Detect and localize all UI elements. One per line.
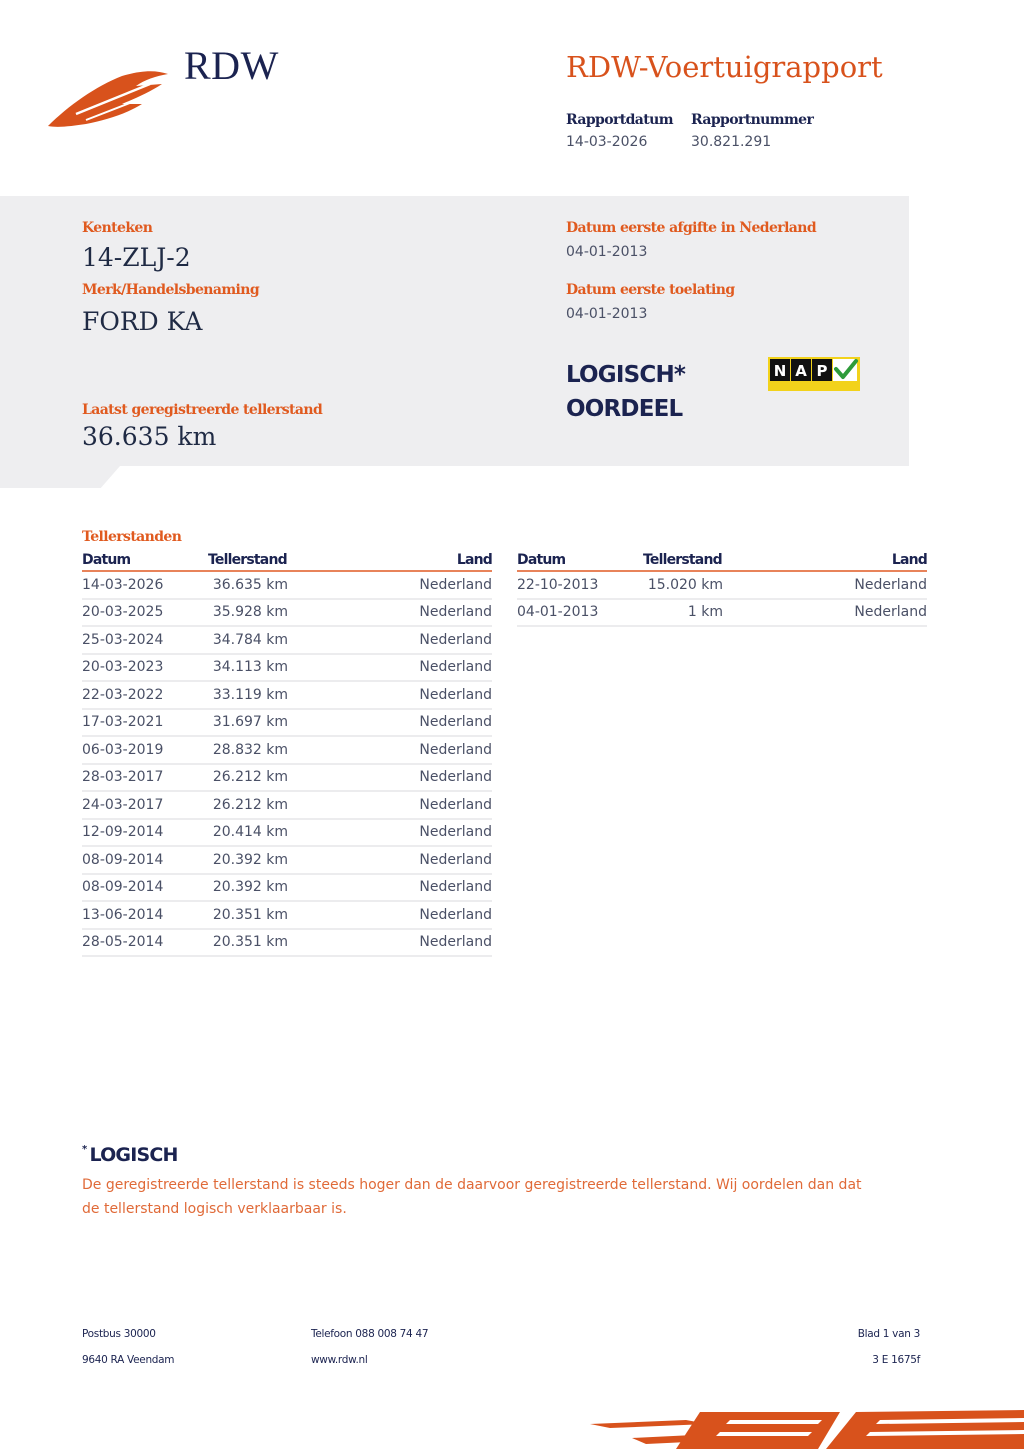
- reading-date: 28-05-2014: [82, 929, 208, 957]
- reading-km: 28.832 km: [208, 736, 288, 764]
- nap-letter-n: N: [773, 362, 787, 380]
- readings-table-left: [82, 552, 492, 957]
- reading-country: Nederland: [288, 819, 492, 847]
- reading-date: 06-03-2019: [82, 736, 208, 764]
- nap-letter-a: A: [795, 362, 807, 380]
- reading-date: 24-03-2017: [82, 791, 208, 819]
- reading-date: 22-03-2022: [82, 681, 208, 709]
- reading-country: Nederland: [288, 736, 492, 764]
- report-number-label: Rapportnummer: [691, 112, 814, 128]
- reading-country: Nederland: [723, 599, 927, 627]
- reading-country: Nederland: [288, 626, 492, 654]
- reading-date: 20-03-2025: [82, 599, 208, 627]
- reading-date: 20-03-2023: [82, 654, 208, 682]
- reading-country: Nederland: [288, 681, 492, 709]
- column-header-km: Tellerstand: [208, 552, 288, 571]
- reading-country: Nederland: [288, 571, 492, 599]
- table-row: [82, 654, 492, 682]
- table-row: [82, 901, 492, 929]
- column-header-km: Tellerstand: [643, 552, 723, 571]
- reading-km: 26.212 km: [208, 764, 288, 792]
- plate-label: Kenteken: [82, 220, 153, 236]
- table-row: [82, 874, 492, 902]
- reading-km: 15.020 km: [643, 571, 723, 599]
- table-row: [82, 709, 492, 737]
- table-row: [82, 791, 492, 819]
- column-header-country: Land: [723, 552, 927, 571]
- readings-table-right: [517, 552, 927, 627]
- note-title: [82, 1144, 178, 1166]
- reading-country: Nederland: [288, 901, 492, 929]
- nap-letter-p: P: [816, 362, 828, 380]
- table-row: [82, 764, 492, 792]
- report-title: RDW-Voertuigrapport: [566, 50, 883, 84]
- footer-code: 3 E 1675f: [872, 1354, 920, 1366]
- reading-date: 04-01-2013: [517, 599, 643, 627]
- reading-date: 13-06-2014: [82, 901, 208, 929]
- table-row: [82, 736, 492, 764]
- footer-postbus: Postbus 30000: [82, 1328, 156, 1340]
- table-row: [517, 571, 927, 599]
- plate-value: 14-ZLJ-2: [82, 243, 191, 272]
- reading-date: 22-10-2013: [517, 571, 643, 599]
- table-row: [82, 571, 492, 599]
- reading-country: Nederland: [288, 764, 492, 792]
- reading-date: 08-09-2014: [82, 846, 208, 874]
- reading-km: 20.392 km: [208, 874, 288, 902]
- reading-km: 35.928 km: [208, 599, 288, 627]
- reading-km: 34.113 km: [208, 654, 288, 682]
- vehicle-panel-tab: [0, 466, 120, 488]
- odometer-value: 36.635 km: [82, 422, 217, 451]
- reading-date: 08-09-2014: [82, 874, 208, 902]
- verdict-line1: LOGISCH*: [566, 362, 686, 388]
- column-header-date: Datum: [517, 552, 643, 571]
- reading-km: 36.635 km: [208, 571, 288, 599]
- table-row: [82, 819, 492, 847]
- column-header-country: Land: [288, 552, 492, 571]
- make-label: Merk/Handelsbenaming: [82, 282, 260, 298]
- footer-website: www.rdw.nl: [311, 1354, 368, 1366]
- table-row: [517, 599, 927, 627]
- first-issue-nl-label: Datum eerste afgifte in Nederland: [566, 220, 817, 236]
- first-admission-value: 04-01-2013: [566, 306, 648, 322]
- reading-date: 25-03-2024: [82, 626, 208, 654]
- reading-km: 1 km: [643, 599, 723, 627]
- first-issue-nl-value: 04-01-2013: [566, 244, 648, 260]
- reading-country: Nederland: [288, 874, 492, 902]
- reading-km: 34.784 km: [208, 626, 288, 654]
- reading-km: 20.392 km: [208, 846, 288, 874]
- footer-page: Blad 1 van 3: [857, 1328, 920, 1340]
- table-row: [82, 929, 492, 957]
- reading-country: Nederland: [723, 571, 927, 599]
- nap-check-icon: [768, 357, 860, 391]
- reading-km: 20.351 km: [208, 929, 288, 957]
- reading-km: 20.414 km: [208, 819, 288, 847]
- note-title-text: LOGISCH: [89, 1144, 178, 1166]
- reading-date: 14-03-2026: [82, 571, 208, 599]
- report-date: 14-03-2026: [566, 134, 648, 150]
- reading-km: 26.212 km: [208, 791, 288, 819]
- reading-date: 12-09-2014: [82, 819, 208, 847]
- logo-text: RDW: [184, 43, 279, 88]
- table-header-row: [517, 552, 927, 571]
- report-number: 30.821.291: [691, 134, 772, 150]
- reading-date: 17-03-2021: [82, 709, 208, 737]
- report-date-label: Rapportdatum: [566, 112, 673, 128]
- table-row: [82, 626, 492, 654]
- table-row: [82, 681, 492, 709]
- reading-km: 33.119 km: [208, 681, 288, 709]
- odometer-label: Laatst geregistreerde tellerstand: [82, 402, 323, 418]
- reading-country: Nederland: [288, 791, 492, 819]
- footer-city: 9640 RA Veendam: [82, 1354, 175, 1366]
- note-text: De geregistreerde tellerstand is steeds hoger dan de daarvoor geregistreerde tellerstand. Wij oordelen dan dat de tellerstand logisch verklaarbaar is.: [82, 1177, 862, 1217]
- footer-phone: Telefoon 088 008 74 47: [311, 1328, 429, 1340]
- table-header-row: [82, 552, 492, 571]
- reading-km: 31.697 km: [208, 709, 288, 737]
- reading-country: Nederland: [288, 929, 492, 957]
- report-date-block: [566, 112, 673, 150]
- reading-country: Nederland: [288, 599, 492, 627]
- report-number-block: [691, 112, 813, 150]
- rdw-stripes-icon: [590, 1410, 1024, 1449]
- readings-section-label: Tellerstanden: [82, 529, 182, 545]
- reading-km: 20.351 km: [208, 901, 288, 929]
- table-row: [82, 599, 492, 627]
- make-value: FORD KA: [82, 307, 203, 336]
- reading-date: 28-03-2017: [82, 764, 208, 792]
- rdw-logo-icon: [46, 62, 170, 132]
- table-row: [82, 846, 492, 874]
- verdict-line2: OORDEEL: [566, 396, 683, 422]
- column-header-date: Datum: [82, 552, 208, 571]
- reading-country: Nederland: [288, 846, 492, 874]
- note-star: *: [82, 1144, 87, 1155]
- reading-country: Nederland: [288, 654, 492, 682]
- reading-country: Nederland: [288, 709, 492, 737]
- first-admission-label: Datum eerste toelating: [566, 282, 735, 298]
